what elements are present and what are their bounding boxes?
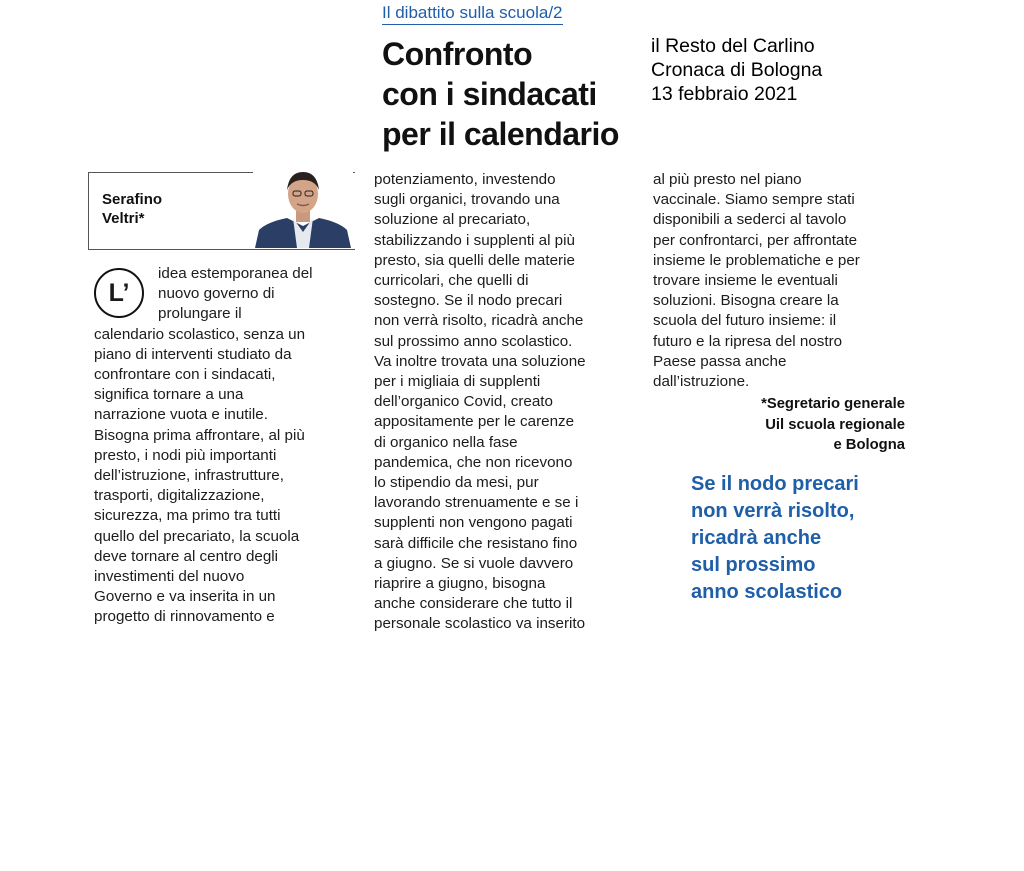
signature-line: *Segretario generale xyxy=(761,396,905,412)
pull-quote-line: sul prossimo xyxy=(691,554,816,576)
text-line: trovare insieme le eventuali xyxy=(653,272,838,290)
text-line: presto, sia quelli delle materie xyxy=(374,251,575,269)
text-line: anche considerare che tutto il xyxy=(374,595,573,613)
pull-quote-line: ricadrà anche xyxy=(691,527,822,549)
text-line: presto, i nodi più importanti xyxy=(94,446,277,464)
text-line: supplenti non vengono pagati xyxy=(374,514,573,532)
headline-line: con i sindacati xyxy=(382,76,597,112)
text-line: dell’istruzione, infrastrutture, xyxy=(94,467,284,485)
text-line: calendario scolastico, senza un xyxy=(94,325,306,343)
text-line: insieme le problematiche e per xyxy=(653,251,860,269)
text-line: Va inoltre trovata una soluzione xyxy=(374,352,586,370)
text-line: sostegno. Se il nodo precari xyxy=(374,292,563,310)
text-line: pandemica, che non ricevono xyxy=(374,453,573,471)
text-line: confrontare con i sindacati, xyxy=(94,366,276,384)
text-line: dall’istruzione. xyxy=(653,373,750,391)
text-line: non verrà risolto, ricadrà anche xyxy=(374,312,584,330)
text-line: investimenti del nuovo xyxy=(94,568,245,586)
text-line: sul prossimo anno scolastico. xyxy=(374,332,573,350)
text-line: a giugno. Se si vuole davvero xyxy=(374,554,574,572)
text-line: vaccinale. Siamo sempre stati xyxy=(653,191,855,209)
article-column-2 xyxy=(374,170,586,635)
author-first-name: Serafino xyxy=(102,191,163,208)
text-line: trasporti, digitalizzazione, xyxy=(94,487,265,505)
headline-line: Confronto xyxy=(382,36,533,72)
text-line: significa tornare a una xyxy=(94,386,244,404)
text-line: disponibili a sederci al tavolo xyxy=(653,211,847,229)
text-line: prolungare il xyxy=(158,305,242,323)
text-line: sicurezza, ma primo tra tutti xyxy=(94,507,281,525)
text-line: lo stipendio da mesi, pur xyxy=(374,474,539,492)
text-line: potenziamento, investendo xyxy=(374,171,556,188)
source-note xyxy=(651,34,822,106)
pull-quote-line: Se il nodo precari xyxy=(691,473,859,495)
text-line: Paese passa anche xyxy=(653,352,787,370)
dropcap: L’ xyxy=(94,268,144,318)
text-line: nuovo governo di xyxy=(158,285,275,303)
text-line: lavorando strenuamente e se i xyxy=(374,494,579,512)
text-line: futuro e la ripresa del nostro xyxy=(653,332,843,350)
text-line: soluzione al precariato, xyxy=(374,211,531,229)
article-column-1 xyxy=(94,264,313,628)
text-line: quello del precariato, la scuola xyxy=(94,527,300,545)
text-line: narrazione vuota e inutile. xyxy=(94,406,268,424)
text-line: per confrontarci, per affrontate xyxy=(653,231,858,249)
text-line: sugli organici, trovando una xyxy=(374,191,560,209)
headline xyxy=(382,34,652,154)
text-line: soluzioni. Bisogna creare la xyxy=(653,292,839,310)
text-line: curricolari, che quelli di xyxy=(374,272,529,290)
section-kicker: Il dibattito sulla scuola/2 xyxy=(382,3,563,25)
text-line: deve tornare al centro degli xyxy=(94,547,279,565)
pull-quote-line: non verrà risolto, xyxy=(691,500,855,522)
text-line: sarà difficile che resistano fino xyxy=(374,534,578,552)
signature-line: Uil scuola regionale xyxy=(765,416,905,433)
publication-section: Cronaca di Bologna xyxy=(651,59,823,81)
text-line: progetto di rinnovamento e xyxy=(94,608,275,626)
pull-quote xyxy=(691,471,859,606)
text-line: Governo e va inserita in un xyxy=(94,588,276,606)
text-line: Bisogna prima affrontare, al più xyxy=(94,426,305,444)
text-line: personale scolastico va inserito xyxy=(374,615,586,633)
pull-quote-line: anno scolastico xyxy=(691,581,843,603)
article-column-3 xyxy=(653,170,860,392)
text-line: stabilizzando i supplenti al più xyxy=(374,231,575,249)
author-signature xyxy=(761,394,905,456)
text-line: idea estemporanea del xyxy=(158,265,313,282)
text-line: di organico nella fase xyxy=(374,433,518,451)
text-line: scuola del futuro insieme: il xyxy=(653,312,837,330)
text-line: piano di interventi studiato da xyxy=(94,345,292,363)
text-line: al più presto nel piano xyxy=(653,171,802,188)
author-photo xyxy=(253,166,353,248)
text-line: per i migliaia di supplenti xyxy=(374,373,541,391)
author-last-name: Veltri* xyxy=(102,210,145,227)
author-name xyxy=(102,190,162,228)
headline-line: per il calendario xyxy=(382,116,619,152)
signature-line: e Bologna xyxy=(833,437,905,453)
publication-date: 13 febbraio 2021 xyxy=(651,83,798,105)
text-line: riaprire a giugno, bisogna xyxy=(374,575,546,593)
text-line: dell’organico Covid, creato xyxy=(374,393,553,411)
publication-name: il Resto del Carlino xyxy=(651,35,815,57)
text-line: appositamente per le carenze xyxy=(374,413,575,431)
